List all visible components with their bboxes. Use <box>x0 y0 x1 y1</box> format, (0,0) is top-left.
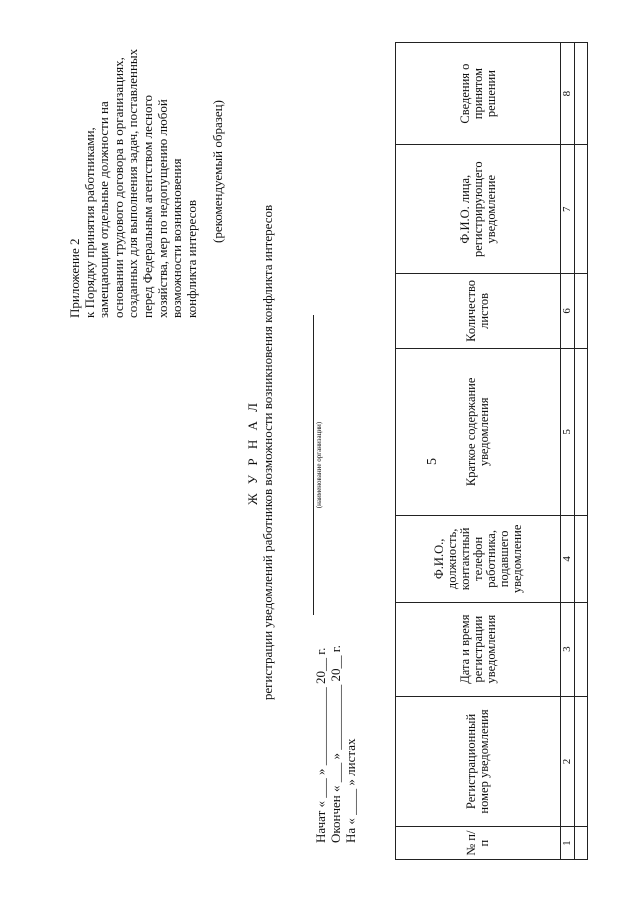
column-number: 7 <box>561 145 575 274</box>
column-number: 2 <box>561 696 575 827</box>
appendix-line: Приложение 2 <box>67 238 82 318</box>
appendix-line: основании трудового договора в организациях, <box>110 57 126 318</box>
page-number: 5 <box>425 458 440 465</box>
appendix-line: замещающим отдельные должности на <box>96 101 112 318</box>
journal-title: Ж У Р Н А Л <box>245 400 260 505</box>
journal-dates <box>313 645 358 843</box>
column-number: 4 <box>561 516 575 603</box>
column-header: Дата и время регистрации уведомления <box>396 602 561 696</box>
empty-cell <box>575 43 588 145</box>
organization-caption: (наименование организации) <box>315 421 323 509</box>
appendix-line: возможности возникновения <box>169 158 185 318</box>
appendix-line: перед Федеральным агентством лесного <box>139 95 155 318</box>
empty-cell <box>575 145 588 274</box>
empty-cell <box>575 602 588 696</box>
journal-subtitle: регистрации уведомлений работников возможности возникновения конфликта интересов <box>260 204 275 701</box>
column-header: Ф.И.О., должность, контактный телефон работника, подавшего уведомление <box>396 516 561 603</box>
empty-cell <box>575 696 588 827</box>
column-number: 6 <box>561 274 575 348</box>
appendix-line: хозяйства, мер по недопущению любой <box>154 99 170 318</box>
finished-date: Окончен « ___ » __________ 20__ г. <box>328 645 343 843</box>
table-header-row <box>396 43 561 860</box>
organization-name-line <box>313 315 314 615</box>
column-header: Краткое содержание уведомления <box>396 348 561 515</box>
column-number: 5 <box>561 348 575 515</box>
started-date: Начат « ___ » ____________ 20__ г. <box>313 647 328 843</box>
column-header: Количество листов <box>396 274 561 348</box>
empty-cell <box>575 274 588 348</box>
column-number: 3 <box>561 602 575 696</box>
column-number: 8 <box>561 43 575 145</box>
appendix-header <box>68 0 199 318</box>
sample-note: (рекомендуемый образец) <box>210 100 225 243</box>
journal-table <box>395 42 588 860</box>
column-header: № п/п <box>396 827 561 860</box>
empty-cell <box>575 516 588 603</box>
column-header: Регистрационный номер уведомления <box>396 696 561 827</box>
empty-cell <box>575 827 588 860</box>
column-number: 1 <box>561 827 575 860</box>
column-header: Сведения о принятом решении <box>396 43 561 145</box>
appendix-line: созданных для выполнения задач, поставленных <box>125 48 141 318</box>
column-header: Ф.И.О. лица, регистрирующего уведомление <box>396 145 561 274</box>
table-row <box>575 43 588 860</box>
column-number-row <box>561 43 575 860</box>
appendix-line: конфликта интересов <box>183 199 199 318</box>
appendix-line: к Порядку принятия работниками, <box>81 127 97 318</box>
sheet-count: На « ____ » листах <box>343 738 358 843</box>
empty-cell <box>575 348 588 515</box>
